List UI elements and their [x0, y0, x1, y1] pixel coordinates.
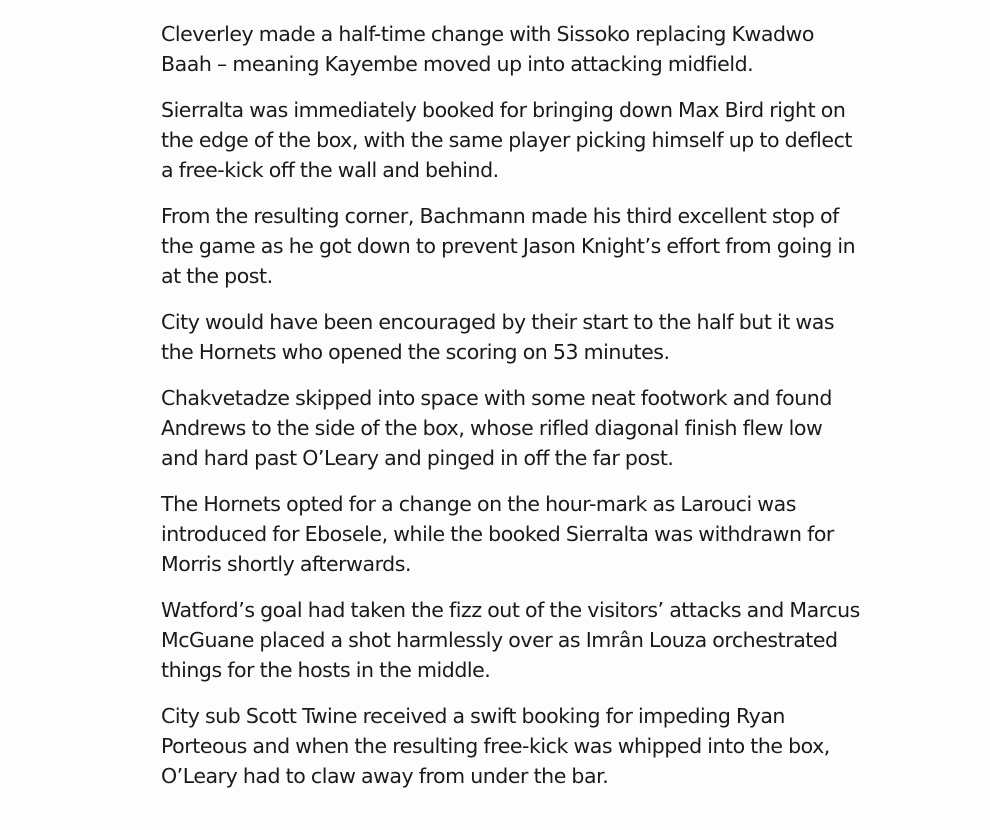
article-paragraph-6: The Hornets opted for a change on the hour-mark as Larouci was introduced for Ebosele, while the booked Sierralta was withdrawn for Morris shortly afterwards. [161, 492, 834, 576]
article-paragraph-3: From the resulting corner, Bachmann made his third excellent stop of the game as he got down to prevent Jason Knight’s effort from going in at the post. [161, 204, 856, 288]
article-body [161, 19, 861, 807]
article-paragraph-1: Cleverley made a half-time change with Sissoko replacing Kwadwo Baah – meaning Kayembe moved up into attacking midfield. [161, 22, 814, 76]
article-paragraph-5: Chakvetadze skipped into space with some neat footwork and found Andrews to the side of the box, whose rifled diagonal finish flew low and hard past O’Leary and pinged in off the far post. [161, 386, 832, 470]
article-paragraph-7: Watford’s goal had taken the fizz out of the visitors’ attacks and Marcus McGuane placed a shot harmlessly over as Imrân Louza orchestrated things for the hosts in the middle. [161, 598, 860, 682]
article-paragraph-4: City would have been encouraged by their start to the half but it was the Hornets who opened the scoring on 53 minutes. [161, 310, 835, 364]
article-paragraph-2: Sierralta was immediately booked for bringing down Max Bird right on the edge of the box, with the same player picking himself up to deflect a free-kick off the wall and behind. [161, 98, 852, 182]
article-paragraph-8: City sub Scott Twine received a swift booking for impeding Ryan Porteous and when the resulting free-kick was whipped into the box, O’Leary had to claw away from under the bar. [161, 704, 830, 788]
